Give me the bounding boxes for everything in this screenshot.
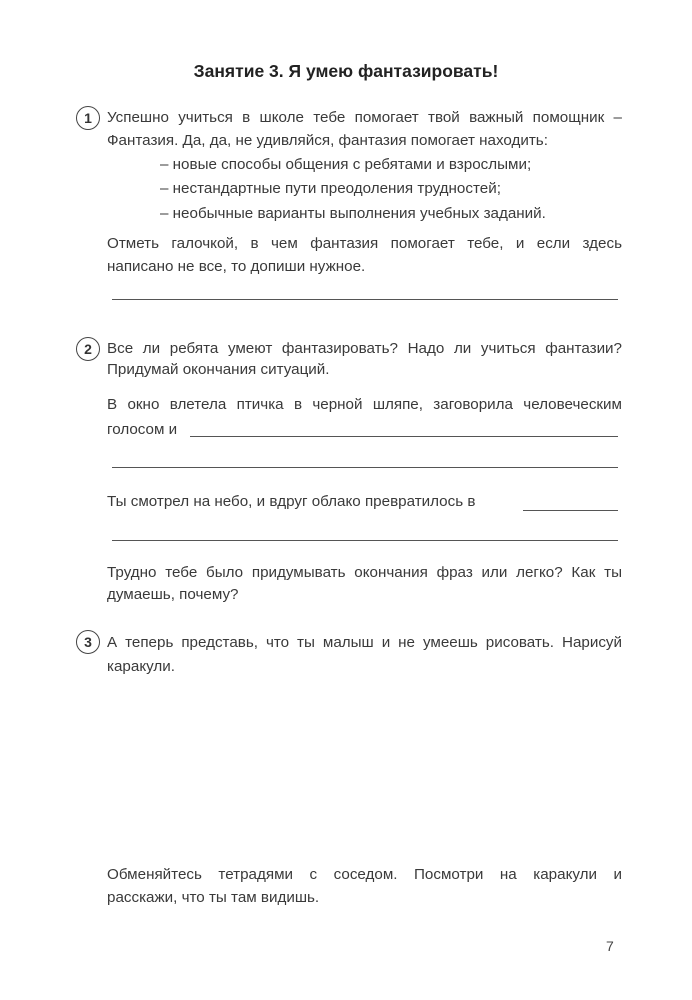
task1-bullet: – нестандартные пути преодоления трудностей; xyxy=(160,180,501,197)
page-title: Занятие 3. Я умею фантазировать! xyxy=(193,61,499,81)
task2-question: Трудно тебе было придумывать окончания фраз или легко? Как ты xyxy=(107,564,622,581)
answer-line[interactable] xyxy=(112,540,618,541)
answer-line[interactable] xyxy=(190,436,618,437)
page-number: 7 xyxy=(606,938,614,954)
drawing-area[interactable] xyxy=(107,685,622,855)
answer-line[interactable] xyxy=(112,299,618,300)
task3-text-line: каракули. xyxy=(107,658,175,675)
task-number-3: 3 xyxy=(76,630,100,654)
task2-question: думаешь, почему? xyxy=(107,586,239,603)
situation2-text: Ты смотрел на небо, и вдруг облако превратилось в xyxy=(107,493,476,510)
task1-instruction: написано не все, то допиши нужное. xyxy=(107,258,366,275)
situation1-text: В окно влетела птичка в черной шляпе, заговорила человеческим xyxy=(107,396,622,413)
task3-text-line: А теперь представь, что ты малыш и не умеешь рисовать. Нарисуй xyxy=(107,634,622,651)
footer-text: Обменяйтесь тетрадями с соседом. Посмотри на каракули и xyxy=(107,866,622,883)
task1-text-line: Успешно учиться в школе тебе помогает твой важный помощник – xyxy=(107,109,622,126)
task-number-1: 1 xyxy=(76,106,100,130)
task2-text-line: Придумай окончания ситуаций. xyxy=(107,361,330,378)
task1-bullet: – новые способы общения с ребятами и взрослыми; xyxy=(160,156,532,173)
answer-line[interactable] xyxy=(112,467,618,468)
task1-text-line: Фантазия. Да, да, не удивляйся, фантазия помогает находить: xyxy=(107,132,548,149)
footer-text: расскажи, что ты там видишь. xyxy=(107,889,320,906)
answer-line[interactable] xyxy=(523,510,618,511)
task1-bullet: – необычные варианты выполнения учебных заданий. xyxy=(160,205,546,222)
task2-text-line: Все ли ребята умеют фантазировать? Надо ли учиться фантазии? xyxy=(107,340,622,357)
task1-instruction: Отметь галочкой, в чем фантазия помогает тебе, и если здесь xyxy=(107,235,622,252)
situation1-text: голосом и xyxy=(107,421,178,438)
task-number-2: 2 xyxy=(76,337,100,361)
